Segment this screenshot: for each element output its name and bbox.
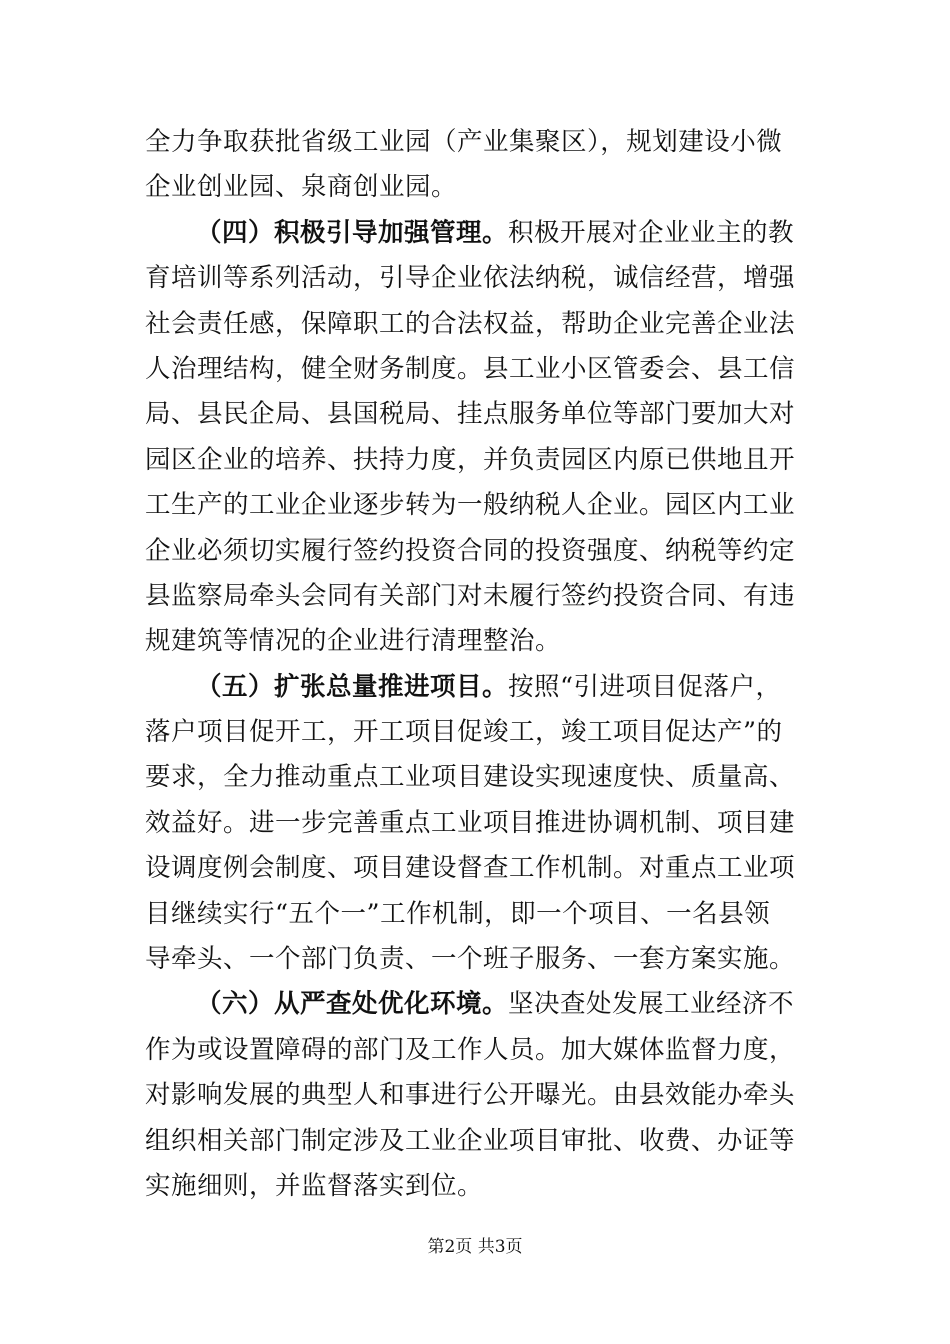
section-heading: （六）从严查处优化环境。 [196, 989, 509, 1020]
text-line: 工生产的工业企业逐步转为一般纳税人企业。园区内工业 [145, 490, 796, 521]
text-line: 设调度例会制度、项目建设督查工作机制。对重点工业项 [145, 853, 796, 884]
document-body [145, 120, 810, 1209]
text-line: 目继续实行“五个一”工作机制，即一个项目、一名县领 [145, 898, 771, 929]
text-line: 效益好。进一步完善重点工业项目推进协调机制、项目建 [145, 807, 796, 838]
text-line: 社会责任感，保障职工的合法权益，帮助企业完善企业法 [145, 308, 796, 339]
text-line: 组织相关部门制定涉及工业企业项目审批、收费、办证等 [145, 1125, 796, 1156]
text-line: 人治理结构，健全财务制度。县工业小区管委会、县工信 [145, 353, 796, 384]
text-line: 全力争取获批省级工业园（产业集聚区），规划建设小微 [145, 127, 783, 157]
paragraph-section-5 [145, 665, 810, 983]
text-run: 积极开展对企业业主的教 [508, 217, 795, 248]
text-line: 作为或设置障碍的部门及工作人员。加大媒体监督力度， [145, 1034, 796, 1065]
text-line: 落户项目促开工，开工项目促竣工，竣工项目促达产”的 [145, 717, 783, 748]
text-line: 局、县民企局、县国税局、挂点服务单位等部门要加大对 [145, 399, 796, 430]
text-line [145, 665, 810, 710]
text-run: 按照“引进项目促落户， [508, 671, 782, 702]
text-line: 导牵头、一个部门负责、一个班子服务、一套方案实施。 [145, 944, 796, 975]
text-line: 企业创业园、泉商创业园。 [145, 172, 458, 203]
page-number-footer: 第2页 共3页 [427, 1237, 523, 1257]
text-line: 县监察局牵头会同有关部门对未履行签约投资合同、有违 [145, 580, 796, 611]
text-line: 实施细则，并监督落实到位。 [145, 1170, 484, 1201]
text-line: 企业必须切实履行签约投资合同的投资强度、纳税等约定 [145, 535, 796, 566]
text-line [145, 211, 810, 256]
text-line: 对影响发展的典型人和事进行公开曝光。由县效能办牵头 [145, 1080, 796, 1111]
text-run: 坚决查处发展工业经济不 [508, 989, 795, 1020]
section-heading: （四）积极引导加强管理。 [196, 217, 509, 248]
text-line: 育培训等系列活动，引导企业依法纳税，诚信经营，增强 [145, 263, 796, 294]
text-line: 要求，全力推动重点工业项目建设实现速度快、质量高、 [145, 762, 796, 793]
text-line: 规建筑等情况的企业进行清理整治。 [145, 626, 562, 657]
paragraph-continuation [145, 120, 810, 211]
text-line [145, 982, 810, 1027]
paragraph-section-4 [145, 211, 810, 665]
section-heading: （五）扩张总量推进项目。 [196, 671, 509, 702]
paragraph-section-6 [145, 982, 810, 1209]
text-line: 园区企业的培养、扶持力度，并负责园区内原已供地且开 [145, 444, 796, 475]
